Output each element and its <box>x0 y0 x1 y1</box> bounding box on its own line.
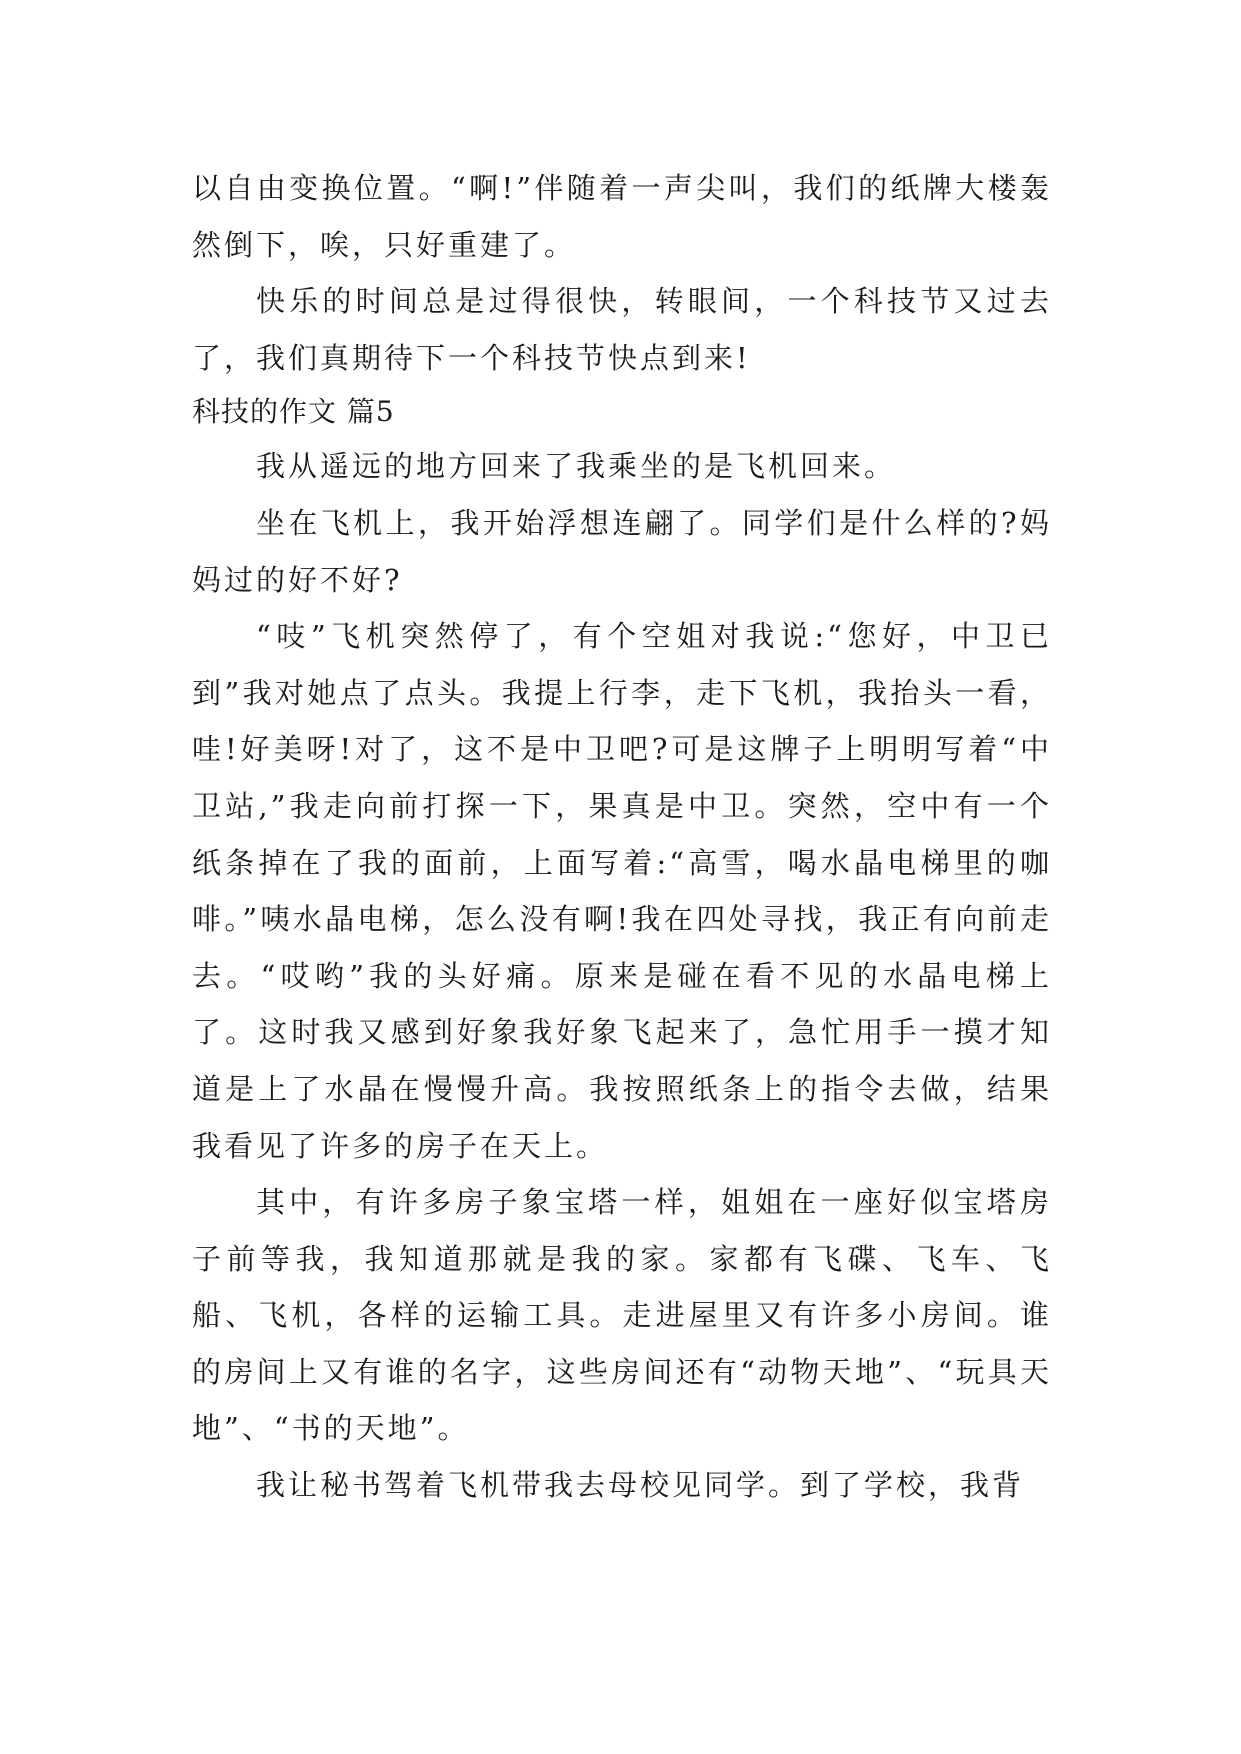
paragraph-6: 其中，有许多房子象宝塔一样，姐姐在一座好似宝塔房子前等我，我知道那就是我的家。家都有飞碟、飞车、飞船、飞机，各样的运输工具。走进屋里又有许多小房间。谁的房间上又有谁的名字，这些房间还有“动物天地”、“玩具天地”、“书的天地”。 <box>192 1185 1052 1446</box>
document-body <box>192 160 1052 1514</box>
paragraph-1: 以自由变换位置。“啊!”伴随着一声尖叫，我们的纸牌大楼轰然倒下，唉，只好重建了。 <box>192 171 1052 262</box>
section-heading: 科技的作文 篇5 <box>192 395 395 429</box>
paragraph-2: 快乐的时间总是过得很快，转眼间，一个科技节又过去了，我们真期待下一个科技节快点到来! <box>192 284 1052 375</box>
paragraph-5: “吱”飞机突然停了，有个空姐对我说:“您好，中卫已到”我对她点了点头。我提上行李，走下飞机，我抬头一看，哇!好美呀!对了，这不是中卫吧?可是这牌子上明明写着“中卫站,”我走向前打探一下，果真是中卫。突然，空中有一个纸条掉在了我的面前，上面写着:“高雪，喝水晶电梯里的咖啡。”咦水晶电梯，怎么没有啊!我在四处寻找，我正有向前走去。“哎哟”我的头好痛。原来是碰在看不见的水晶电梯上了。这时我又感到好象我好象飞起来了，急忙用手一摸才知道是上了水晶在慢慢升高。我按照纸条上的指令去做，结果我看见了许多的房子在天上。 <box>192 619 1052 1163</box>
paragraph-3: 我从遥远的地方回来了我乘坐的是飞机回来。 <box>256 449 897 484</box>
paragraph-4: 坐在飞机上，我开始浮想连翩了。同学们是什么样的?妈妈过的好不好? <box>192 505 1052 597</box>
paragraph-7: 我让秘书驾着飞机带我去母校见同学。到了学校，我背 <box>256 1468 1025 1503</box>
